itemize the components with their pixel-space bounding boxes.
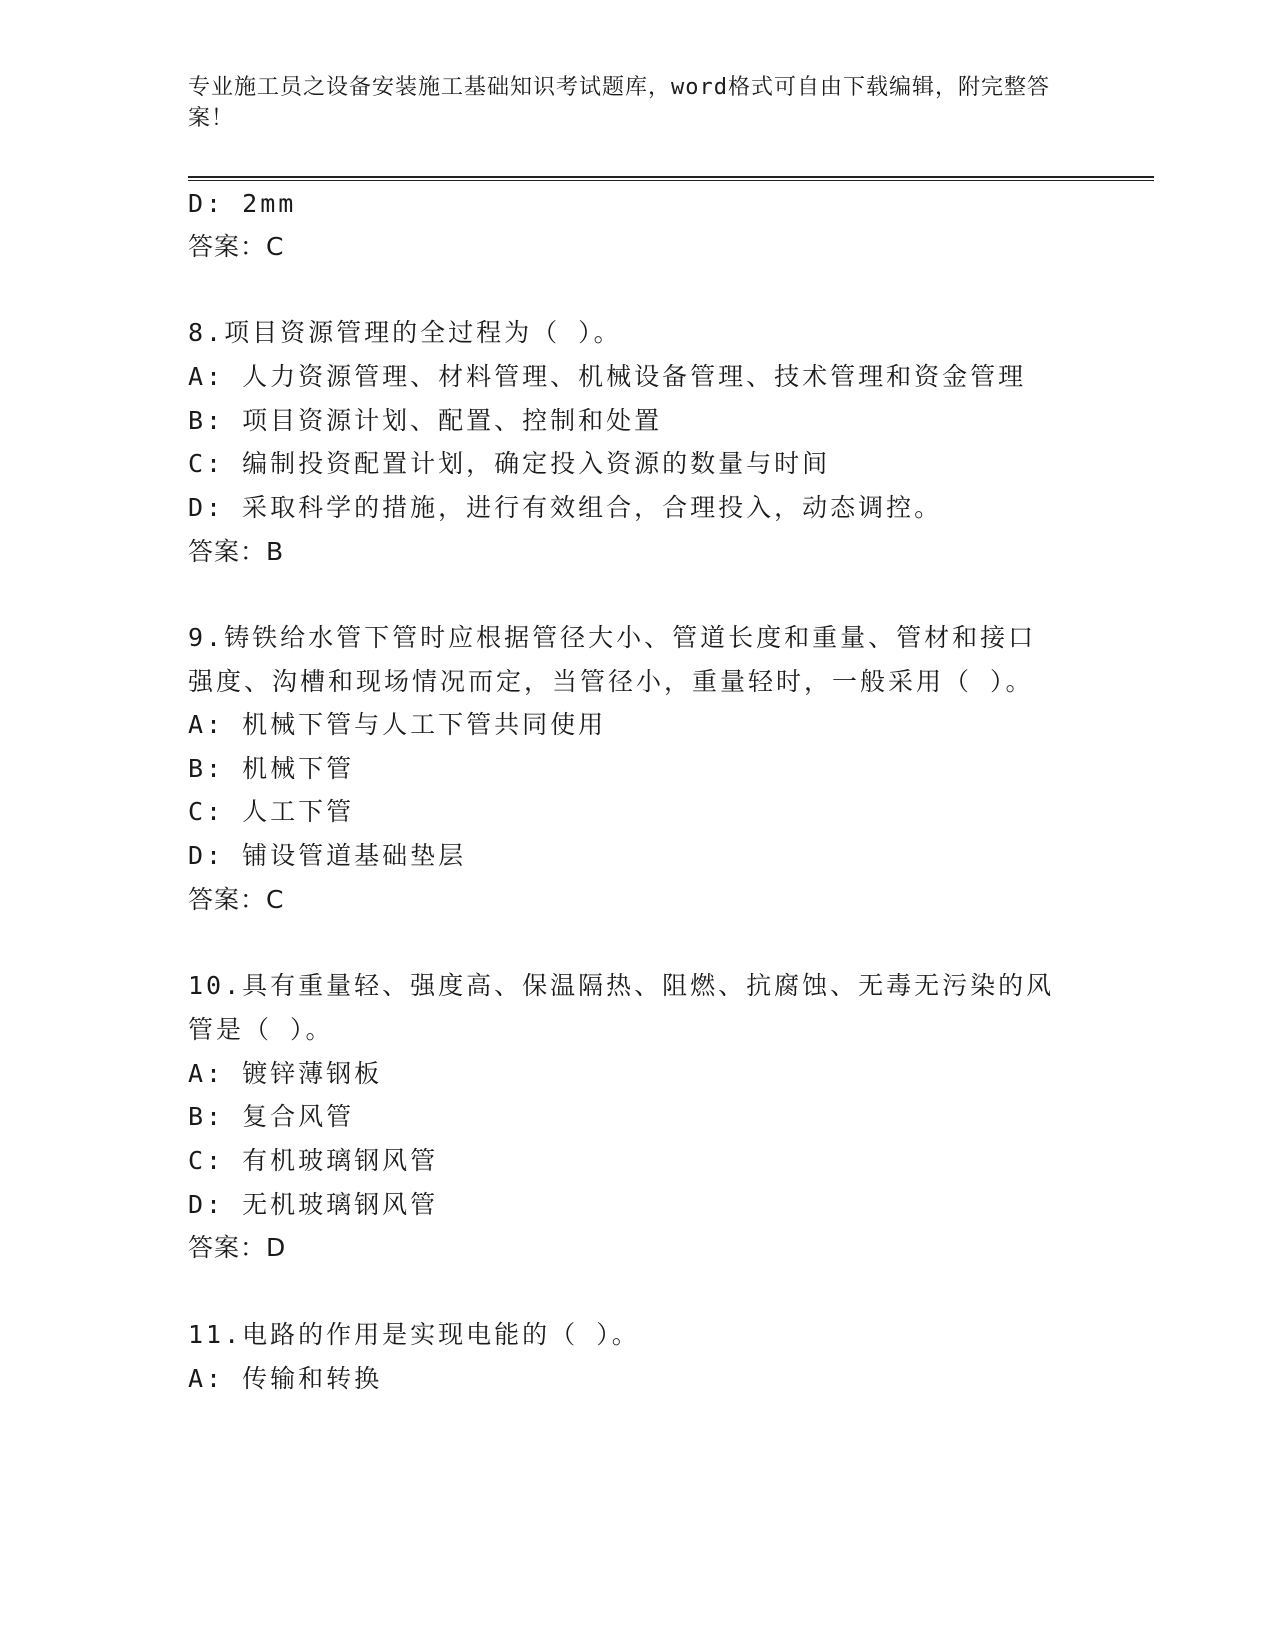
option-a-q10: A: 镀锌薄钢板 <box>188 1059 383 1088</box>
option-a-q11: A: 传输和转换 <box>188 1364 383 1393</box>
answer-q9: 答案：C <box>188 885 285 914</box>
question-8: 8.项目资源管理的全过程为（ ）。 <box>188 318 622 347</box>
option-d-q8: D: 采取科学的措施，进行有效组合，合理投入，动态调控。 <box>188 493 943 522</box>
option-d-q9: D: 铺设管道基础垫层 <box>188 841 467 870</box>
document-header: 专业施工员之设备安装施工基础知识考试题库，word格式可自由下载编辑，附完整答案！ <box>188 75 1050 131</box>
question-10-line-2: 管是（ ）。 <box>188 1015 334 1044</box>
answer-q7: 答案：C <box>188 232 285 261</box>
answer-q8: 答案：B <box>188 537 285 566</box>
question-9-line-1: 9.铸铁给水管下管时应根据管径大小、管道长度和重量、管材和接口 <box>188 623 1037 652</box>
option-b-q8: B: 项目资源计划、配置、控制和处置 <box>188 406 663 435</box>
option-a-q9: A: 机械下管与人工下管共同使用 <box>188 710 607 739</box>
option-c-q8: C: 编制投资配置计划，确定投入资源的数量与时间 <box>188 449 831 478</box>
option-d-q7: D: 2mm <box>188 189 297 218</box>
option-b-q10: B: 复合风管 <box>188 1102 355 1131</box>
question-10-line-1: 10.具有重量轻、强度高、保温隔热、阻燃、抗腐蚀、无毒无污染的风 <box>188 971 1055 1000</box>
answer-q10: 答案：D <box>188 1233 287 1262</box>
question-9-line-2: 强度、沟槽和现场情况而定，当管径小，重量轻时，一般采用（ ）。 <box>188 667 1034 696</box>
option-b-q9: B: 机械下管 <box>188 754 355 783</box>
header-divider <box>188 176 1154 181</box>
option-d-q10: D: 无机玻璃钢风管 <box>188 1190 439 1219</box>
question-11: 11.电路的作用是实现电能的（ ）。 <box>188 1320 640 1349</box>
option-c-q10: C: 有机玻璃钢风管 <box>188 1146 439 1175</box>
option-a-q8: A: 人力资源管理、材料管理、机械设备管理、技术管理和资金管理 <box>188 362 1027 391</box>
option-c-q9: C: 人工下管 <box>188 797 355 826</box>
